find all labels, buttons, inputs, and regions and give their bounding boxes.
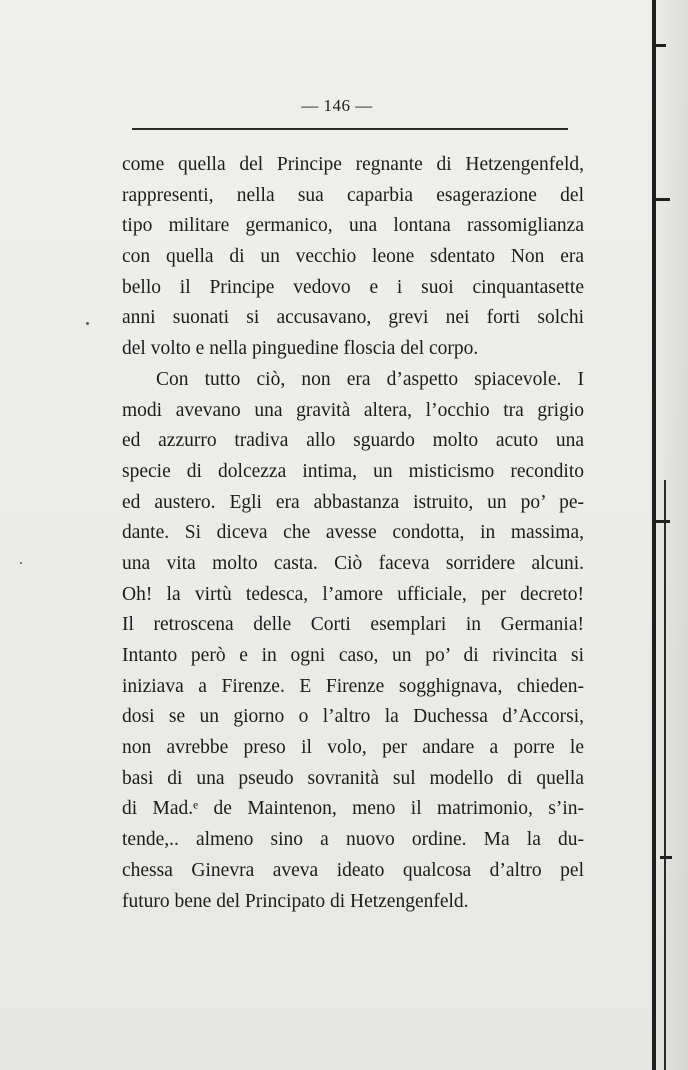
- text-line: del volto e nella pinguedine floscia del corpo.: [122, 338, 479, 360]
- text-line: ed azzurro tradiva allo sguardo molto acuto una: [122, 430, 584, 452]
- text-line: con quella di un vecchio leone sdentato Non era: [122, 246, 584, 268]
- text-line: iniziava a Firenze. E Firenze sogghignava, chieden-: [122, 675, 584, 697]
- text-line: dante. Si diceva che avesse condotta, in massima,: [122, 522, 584, 544]
- page-number: — 146 —: [301, 96, 373, 115]
- text-line: ed austero. Egli era abbastanza istruito, un po’ pe-: [122, 491, 584, 513]
- text-line: come quella del Principe regnante di Hetzengenfeld,: [122, 154, 584, 175]
- text-line: chessa Ginevra aveva ideato qualcosa d’altro pel: [122, 859, 584, 881]
- text-line: rappresenti, nella sua caparbia esagerazione del: [122, 184, 584, 206]
- paper-speck: [20, 562, 22, 564]
- text-line: futuro bene del Principato di Hetzengenfeld.: [122, 890, 469, 912]
- binding-tick: [652, 44, 666, 47]
- text-line: Con tutto ciò, non era d’aspetto spiacevole. I: [156, 368, 584, 390]
- binding-edge-line-secondary: [664, 480, 666, 1070]
- text-line: Oh! la virtù tedesca, l’amore ufficiale, per decreto!: [122, 583, 584, 605]
- text-line: basi di una pseudo sovranità sul modello di quella: [122, 767, 584, 789]
- paragraph: [122, 365, 584, 917]
- header-rule: [132, 128, 568, 130]
- binding-edge-line: [652, 0, 656, 1070]
- text-line: anni suonati si accusavano, grevi nei forti solchi: [122, 307, 584, 329]
- text-line: tende,.. almeno sino a nuovo ordine. Ma la du-: [122, 829, 584, 851]
- text-line: specie di dolcezza intima, un misticismo recondito: [122, 460, 584, 482]
- binding-tick: [652, 198, 670, 201]
- text-line: bello il Principe vedovo e i suoi cinquantasette: [122, 276, 584, 298]
- text-line: tipo militare germanico, una lontana rassomiglianza: [122, 215, 584, 237]
- text-line: non avrebbe preso il volo, per andare a porre le: [122, 737, 584, 759]
- text-line: dosi se un giorno o l’altro la Duchessa d’Accorsi,: [122, 706, 584, 728]
- paper-speck: [86, 322, 89, 325]
- body-text: [122, 150, 584, 917]
- text-line: modi avevano una gravità altera, l’occhio tra grigio: [122, 399, 584, 421]
- paragraph: [122, 150, 584, 365]
- text-line: Intanto però e in ogni caso, un po’ di rivincita si: [122, 645, 584, 666]
- text-line: una vita molto casta. Ciò faceva sorridere alcuni.: [122, 552, 584, 574]
- text-line: Il retroscena delle Corti esemplari in Germania!: [122, 614, 584, 636]
- binding-tick: [660, 856, 672, 859]
- text-line: di Mad.ᵉ de Maintenon, meno il matrimonio, s’in-: [122, 798, 584, 820]
- binding-tick: [656, 520, 670, 523]
